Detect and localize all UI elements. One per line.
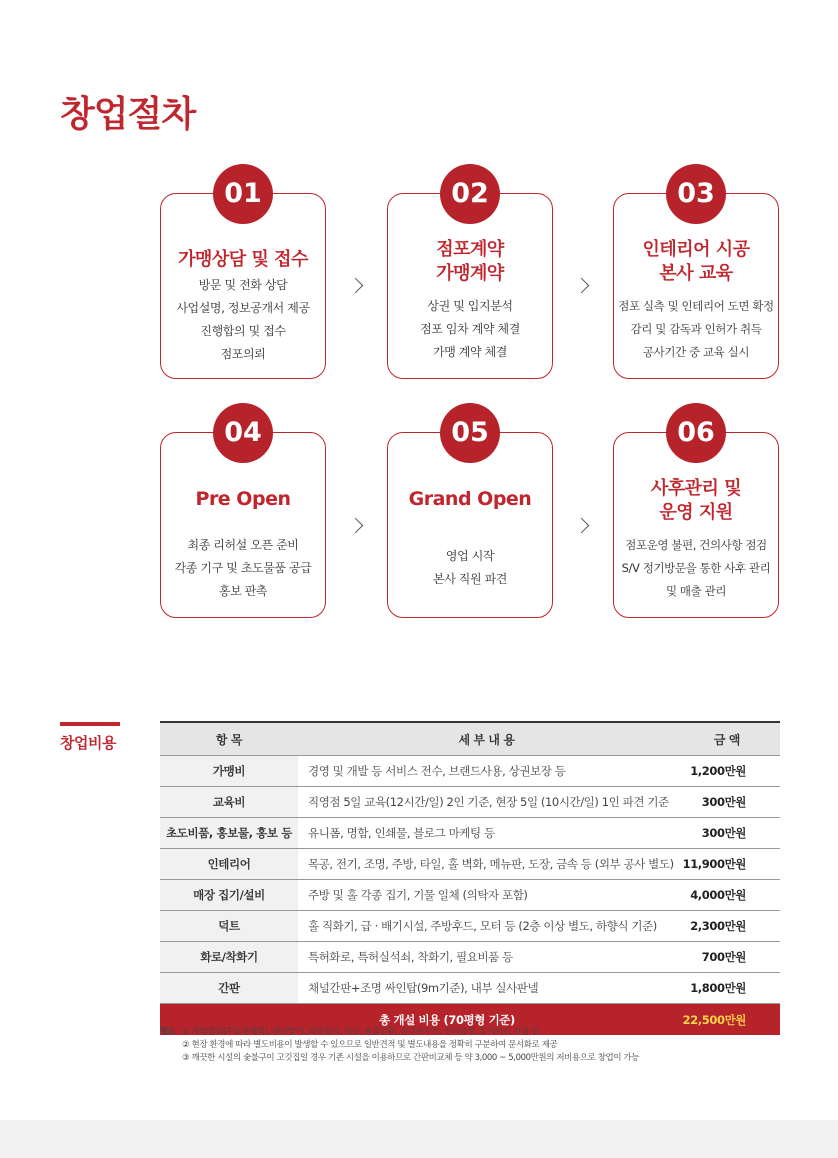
- table-row: [160, 818, 780, 849]
- cost-amount: 2,300만원: [675, 911, 780, 942]
- step-card-01: [160, 178, 326, 379]
- step-card-06: [613, 417, 779, 618]
- footnote-item: ③ 깨끗한 시설의 숯불구이 고깃집일 경우 기존 시설을 이용하므로 간판비교체 등 약 3,000 ~ 5,000만원의 저비용으로 창업이 가능: [182, 1053, 640, 1063]
- cost-detail: 채널간판+조명 싸인탑(9m기준), 내부 실사판넬: [298, 973, 675, 1004]
- step-number-badge: 01: [213, 164, 273, 224]
- step-heading: 가맹상담 및 접수: [178, 249, 308, 270]
- step-description: 점포 실측 및 인테리어 도면 확정 감리 및 감독과 인허가 취득 공사기간 중 교육 실시: [618, 299, 774, 359]
- step-number-badge: 06: [666, 403, 726, 463]
- total-amount: 22,500만원: [675, 1004, 780, 1036]
- cost-detail: 유니폼, 명함, 인쇄물, 블로그 마케팅 등: [298, 818, 675, 849]
- cost-detail: 주방 및 홀 각종 집기, 기물 일체 (의탁자 포함): [298, 880, 675, 911]
- step-description: 점포운영 불편, 건의사항 점검 S/V 정기방문을 통한 사후 관리 및 매출 관리: [621, 538, 771, 598]
- step-card-03: [613, 178, 779, 379]
- cost-item: 화로/착화기: [160, 942, 298, 973]
- cost-amount: 1,800만원: [675, 973, 780, 1004]
- cost-detail: 특허화로, 특허실석쇠, 착화기, 필요비품 등: [298, 942, 675, 973]
- chevron-right-icon: [348, 278, 364, 294]
- cost-table: [160, 721, 780, 1035]
- column-header-item: 항 목: [160, 722, 298, 756]
- cost-item: 가맹비: [160, 756, 298, 787]
- step-description: 영업 시작 본사 직원 파견: [433, 549, 507, 586]
- cost-item: 인테리어: [160, 849, 298, 880]
- table-row: [160, 787, 780, 818]
- column-header-detail: 세 부 내 용: [298, 722, 675, 756]
- table-header-row: [160, 722, 780, 756]
- step-description: 방문 및 전화 상담 사업설명, 정보공개서 제공 진행합의 및 접수 점포의뢰: [176, 278, 310, 361]
- cost-amount: 11,900만원: [675, 849, 780, 880]
- step-card-05: [387, 417, 553, 618]
- table-row: [160, 849, 780, 880]
- step-card-04: [160, 417, 326, 618]
- step-heading: 인테리어 시공 본사 교육: [642, 239, 750, 284]
- step-number-badge: 03: [666, 164, 726, 224]
- cost-item: 초도비품, 홍보물, 홍보 등: [160, 818, 298, 849]
- step-description: 상권 및 입지분석 점포 임차 계약 체결 가맹 계약 체결: [420, 299, 520, 359]
- cost-detail: 경영 및 개발 등 서비스 전수, 브랜드사용, 상권보장 등: [298, 756, 675, 787]
- section-label-costs: 창업비용: [60, 722, 120, 753]
- chevron-right-icon: [574, 518, 590, 534]
- step-heading: 점포계약 가맹계약: [436, 239, 504, 284]
- table-row: [160, 911, 780, 942]
- cost-item: 교육비: [160, 787, 298, 818]
- step-number-badge: 05: [440, 403, 500, 463]
- step-number-badge: 02: [440, 164, 500, 224]
- table-row: [160, 880, 780, 911]
- footnote-item: ① 지방경비(수도권제외), 냉난방기, 외부공사, 어닝, 돌출간판, 순간온수기, 전기증설, 도시가스 시설 등: [182, 1027, 539, 1037]
- table-row: [160, 973, 780, 1004]
- step-description: 최종 리허설 오픈 준비 각종 기구 및 초도물품 공급 홍보 판촉: [174, 538, 312, 598]
- footer-band: [0, 1120, 838, 1158]
- table-row: [160, 942, 780, 973]
- cost-item: 덕트: [160, 911, 298, 942]
- cost-amount: 1,200만원: [675, 756, 780, 787]
- footnote-label: 별도: [160, 1027, 176, 1037]
- cost-amount: 700만원: [675, 942, 780, 973]
- chevron-right-icon: [348, 518, 364, 534]
- cost-detail: 직영점 5일 교육(12시간/일) 2인 기준, 현장 5일 (10시간/일) 1인 파견 기준: [298, 787, 675, 818]
- page-title: 창업절차: [60, 94, 196, 135]
- step-card-02: [387, 178, 553, 379]
- cost-amount: 4,000만원: [675, 880, 780, 911]
- column-header-amount: 금 액: [675, 722, 780, 756]
- cost-detail: 홀 직화기, 급 · 배기시설, 주방후드, 모터 등 (2층 이상 별도, 하향식 기준): [298, 911, 675, 942]
- footnote-item: ② 현장 환경에 따라 별도비용이 발생할 수 있으므로 일반견적 및 별도내용을 정확히 구분하여 문서화로 제공: [182, 1040, 558, 1050]
- cost-item: 매장 집기/설비: [160, 880, 298, 911]
- step-heading: Grand Open: [408, 488, 532, 510]
- cost-item: 간판: [160, 973, 298, 1004]
- cost-detail: 목공, 전기, 조명, 주방, 타일, 홀 벽화, 메뉴판, 도장, 금속 등 (외부 공사 별도): [298, 849, 675, 880]
- table-row: [160, 756, 780, 787]
- total-label: 총 개설 비용 (70평형 기준): [160, 1004, 675, 1036]
- cost-amount: 300만원: [675, 818, 780, 849]
- chevron-right-icon: [574, 278, 590, 294]
- cost-amount: 300만원: [675, 787, 780, 818]
- step-heading: 사후관리 및 운영 지원: [650, 478, 742, 523]
- step-number-badge: 04: [213, 403, 273, 463]
- step-heading: Pre Open: [195, 488, 291, 510]
- footnotes: [160, 1026, 639, 1065]
